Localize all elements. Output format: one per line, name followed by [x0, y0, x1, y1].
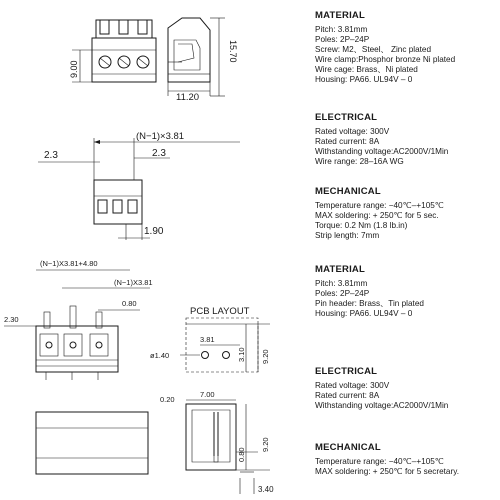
spec-line: Temperature range: −40℃–+105℃ [315, 457, 444, 466]
spec-line: Pitch: 3.81mm [315, 25, 368, 34]
dim-7-00: 7.00 [200, 390, 215, 399]
dim-1-90: 1.90 [144, 226, 164, 237]
header-side-view [160, 390, 274, 494]
dim-3-81-pcb: 3.81 [200, 335, 215, 344]
dim-11-20: 11.20 [176, 92, 200, 103]
spec-mechanical-header [315, 442, 497, 477]
spec-line: Rated voltage: 300V [315, 381, 390, 390]
spec-electrical-plug [315, 112, 497, 167]
spec-heading: ELECTRICAL [315, 366, 378, 377]
spec-line: Withstanding voltage:AC2000V/1Min [315, 401, 449, 410]
spec-line: Pin header: Brass、Tin plated [315, 299, 424, 308]
spec-line: Wire clamp:Phosphor bronze Ni plated [315, 55, 456, 64]
dim-15-70: 15.70 [228, 40, 238, 63]
spec-heading: MATERIAL [315, 264, 365, 275]
spec-line: Rated voltage: 300V [315, 127, 390, 136]
dim-0-80-side: 0.80 [237, 447, 246, 462]
dim-3-10: 3.10 [237, 347, 246, 362]
dim-n381-480: (N−1)X3.81+4.80 [40, 259, 98, 268]
spec-line: Torque: 0.2 Nm (1.8 lb.in) [315, 221, 408, 230]
dim-2-3-left: 2.3 [44, 150, 58, 161]
dim-9-20-pcb: 9.20 [261, 349, 270, 364]
dim-0-80: 0.80 [122, 299, 137, 308]
header-top-view [38, 131, 240, 240]
dim-pitch-n: (N−1)×3.81 [136, 131, 185, 142]
dim-2-3-right: 2.3 [152, 148, 166, 159]
dim-n381: (N−1)X3.81 [114, 278, 153, 287]
spec-material-plug [315, 10, 497, 85]
spec-heading: ELECTRICAL [315, 112, 378, 123]
pcb-layout-title: PCB LAYOUT [190, 306, 250, 317]
dim-9-00: 9.00 [69, 60, 79, 78]
dim-1-40: ø1.40 [150, 351, 170, 360]
plug-side-view [168, 18, 238, 103]
spec-line: Strip length: 7mm [315, 231, 380, 240]
spec-heading: MATERIAL [315, 10, 365, 21]
plug-front-view [69, 20, 156, 82]
spec-mechanical-plug [315, 186, 497, 241]
spec-line: Housing: PA66. UL94V – 0 [315, 75, 413, 84]
spec-line: Wire range: 28–16A WG [315, 157, 404, 166]
spec-material-header [315, 264, 497, 319]
spec-line: Pitch: 3.81mm [315, 279, 368, 288]
dim-9-20-side: 9.20 [261, 437, 270, 452]
spec-line: Screw: M2、Steel、 Zinc plated [315, 45, 432, 54]
dim-3-40: 3.40 [258, 485, 274, 494]
spec-heading: MECHANICAL [315, 186, 381, 197]
spec-line: Rated current: 8A [315, 391, 380, 400]
spec-line: Withstanding voltage:AC2000V/1Min [315, 147, 449, 156]
pcb-layout [150, 306, 270, 372]
spec-electrical-header [315, 366, 497, 411]
header-front-view [4, 259, 153, 380]
dim-2-30: 2.30 [4, 315, 19, 324]
spec-line: Housing: PA66. UL94V – 0 [315, 309, 413, 318]
spec-line: Poles: 2P–24P [315, 35, 370, 44]
dim-0-20: 0.20 [160, 395, 175, 404]
header-outline-box [36, 412, 148, 474]
spec-line: MAX soldering: + 250℃ for 5 sec. [315, 211, 439, 220]
spec-line: Wire cage: Brass、Ni plated [315, 65, 418, 74]
spec-line: Rated current: 8A [315, 137, 380, 146]
spec-heading: MECHANICAL [315, 442, 381, 453]
spec-line: Temperature range: −40℃–+105℃ [315, 201, 444, 210]
spec-line: Poles: 2P–24P [315, 289, 370, 298]
spec-line: MAX soldering: + 250℃ for 5 secretary. [315, 467, 459, 476]
